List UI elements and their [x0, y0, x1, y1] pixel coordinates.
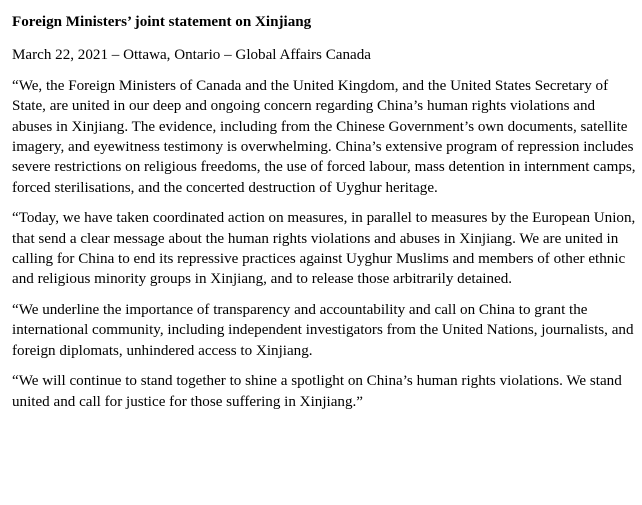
paragraph-3: “We underline the importance of transparency and accountability and call on China to grant the international community, including independent investigators from the United Nations, journalists, and foreign diplomats, unhindered access to Xinjiang. — [12, 302, 634, 359]
paragraph-1: “We, the Foreign Ministers of Canada and the United Kingdom, and the United States Secretary of State, are united in our deep and ongoing concern regarding China’s human rights violations and abuses in Xinjiang. The evidence, including from the Chinese Government’s own documents, satellite imagery, and eyewitness testimony is overwhelming. China’s extensive program of repression includes severe restrictions on religious freedoms, the use of forced labour, mass detention in internment camps, forced sterilisations, and the concerted destruction of Uyghur heritage. — [12, 78, 636, 196]
dateline: March 22, 2021 – Ottawa, Ontario – Global Affairs Canada — [12, 47, 371, 64]
document-title: Foreign Ministers’ joint statement on Xinjiang — [12, 14, 312, 30]
paragraph-2: “Today, we have taken coordinated action on measures, in parallel to measures by the European Union, that send a clear message about the human rights violations and abuses in Xinjiang. We are united in calling for China to end its repressive practices against Uyghur Muslims and members of other ethnic and religious minority groups in Xinjiang, and to release those arbitrarily detained. — [12, 210, 636, 288]
paragraph-4: “We will continue to stand together to shine a spotlight on China’s human rights violations. We stand united and call for justice for those suffering in Xinjiang.” — [12, 373, 622, 410]
statement-document — [12, 12, 636, 412]
